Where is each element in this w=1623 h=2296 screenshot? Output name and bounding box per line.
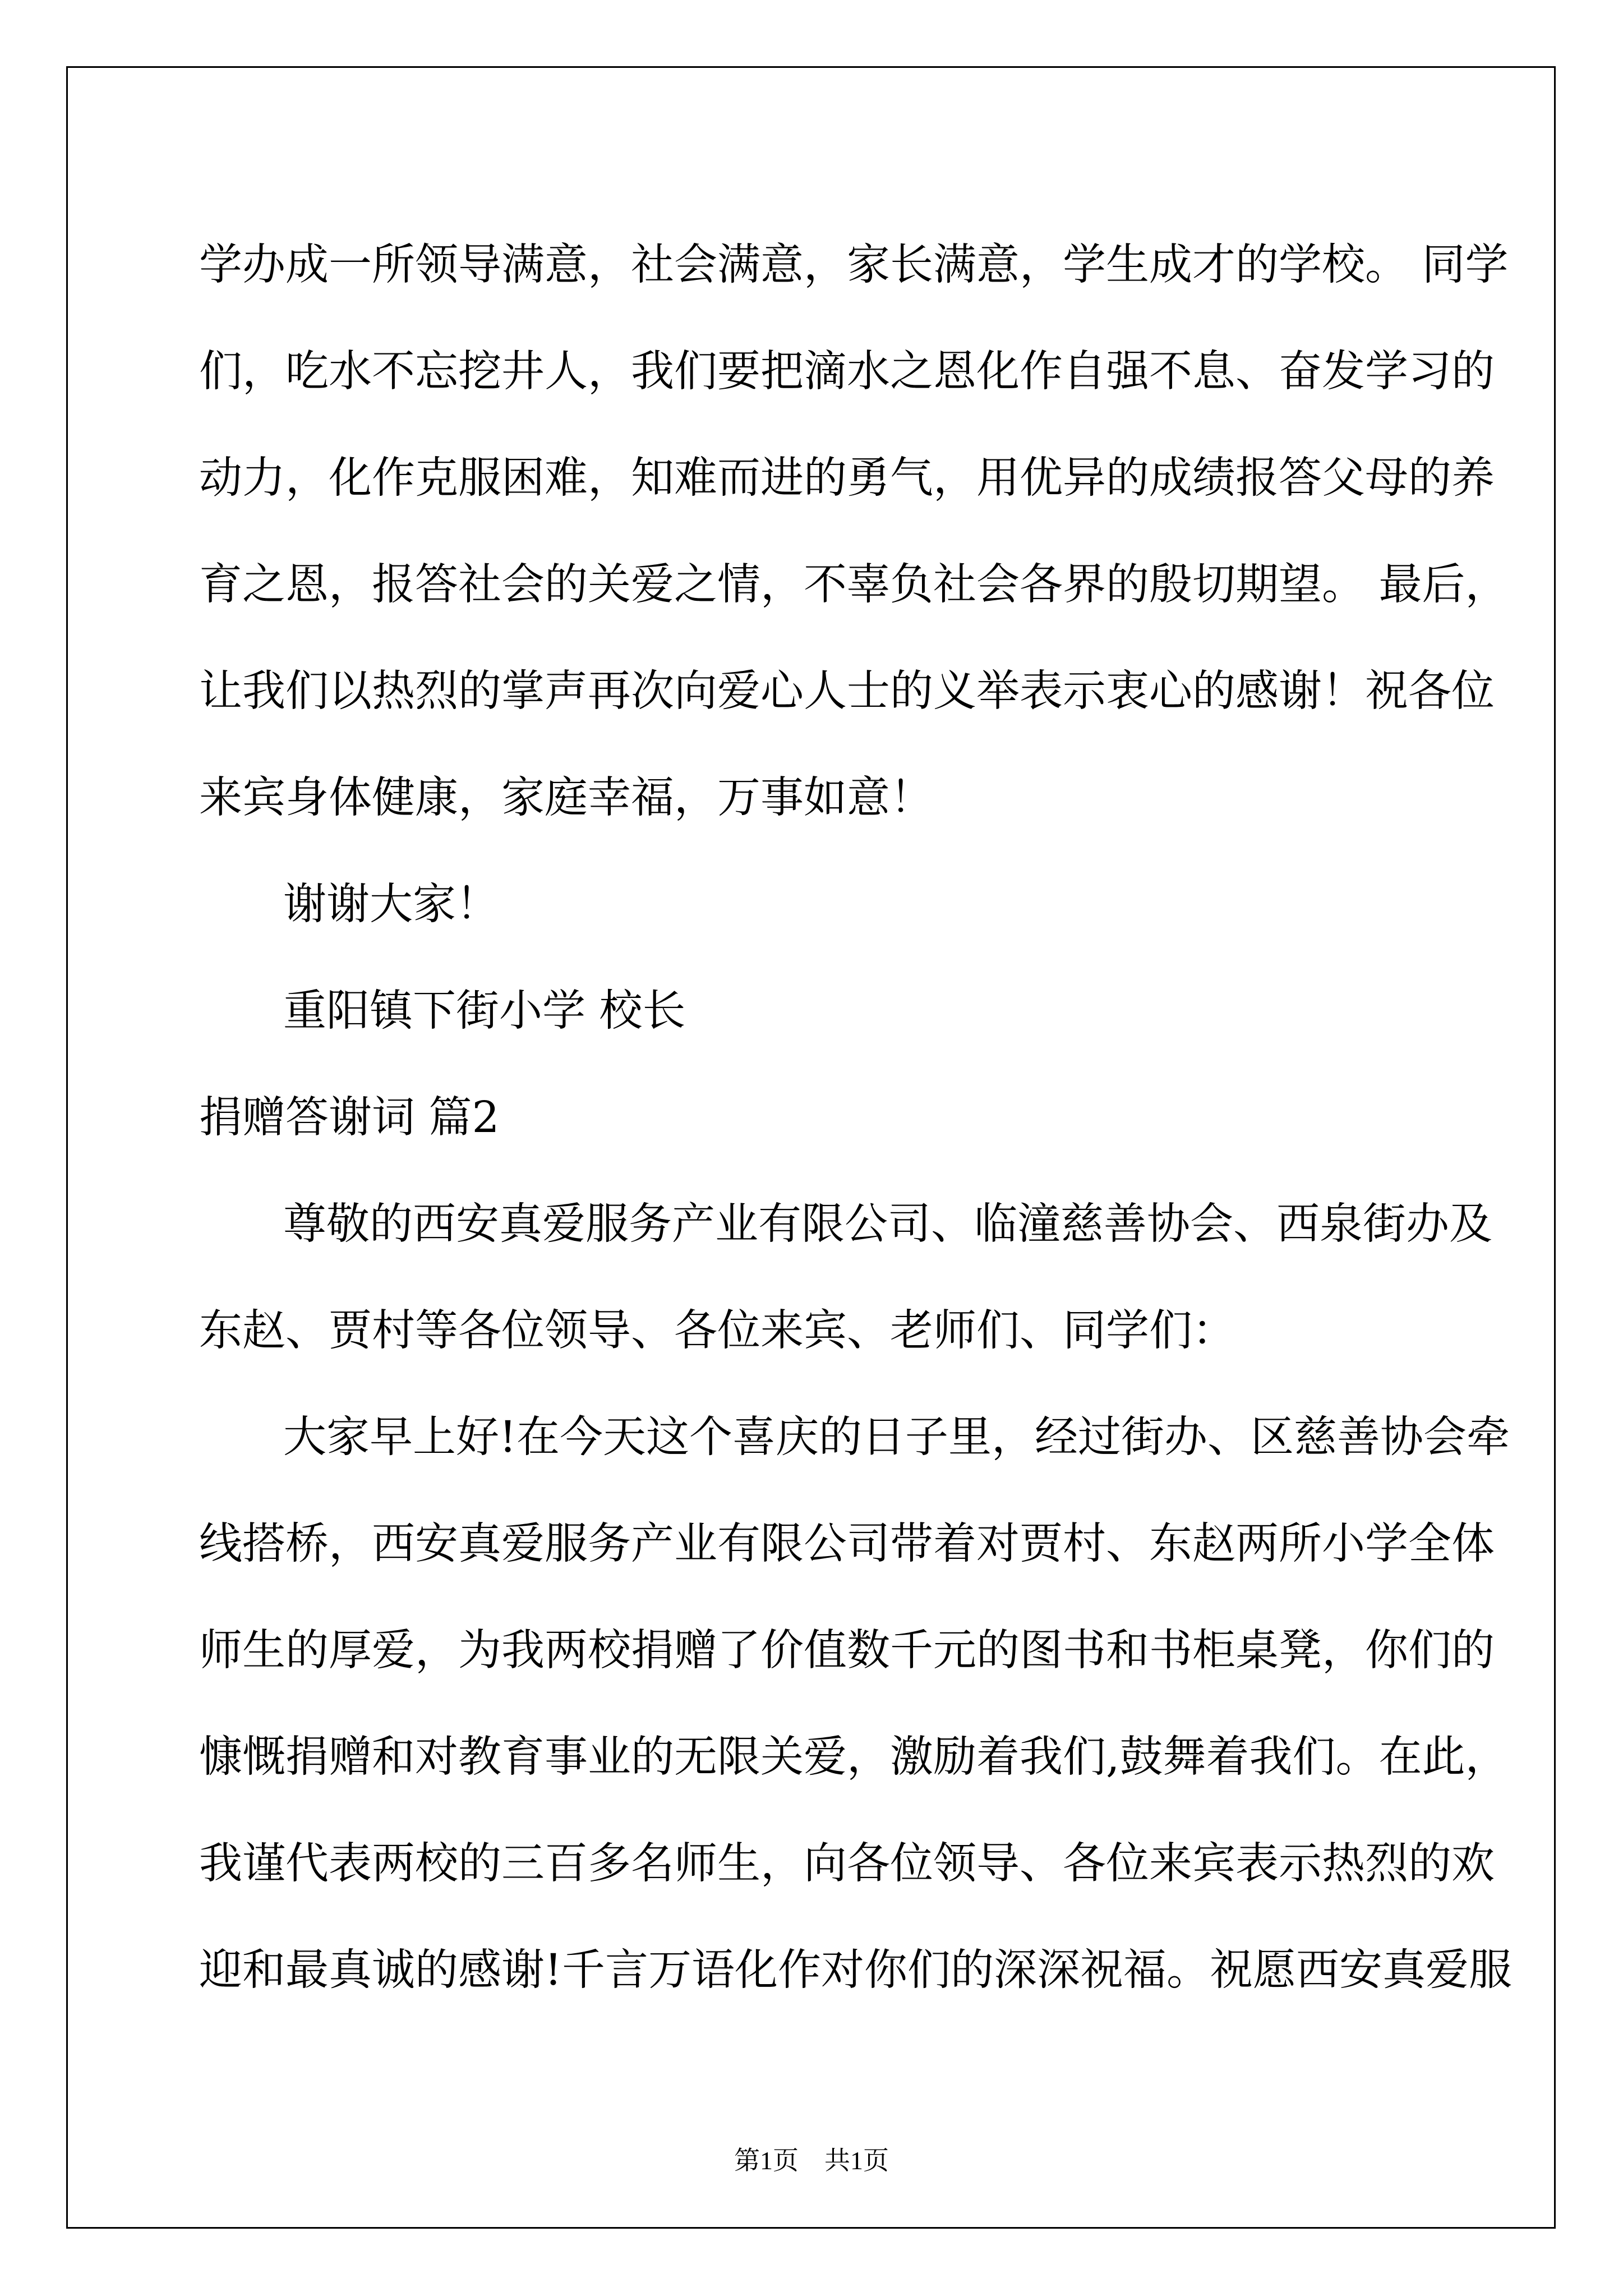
paragraph-line: 动力，化作克服困难，知难而进的勇气，用优异的成绩报答父母的养 [199,453,1495,503]
paragraph-line: 迎和最真诚的感谢!千言万语化作对你们的深深祝福。祝愿西安真爱服 [199,1945,1512,1995]
paragraph-line: 来宾身体健康，家庭幸福，万事如意！ [199,773,933,823]
paragraph-line: 我谨代表两校的三百多名师生，向各位领导、各位来宾表示热烈的欢 [199,1839,1495,1889]
paragraph-line: 线搭桥，西安真爱服务产业有限公司带着对贾村、东赵两所小学全体 [199,1519,1495,1569]
thanks-line: 谢谢大家！ [283,880,499,930]
paragraph-line: 慷慨捐赠和对教育事业的无限关爱，激励着我们,鼓舞着我们。在此， [199,1732,1509,1782]
salutation-line: 东赵、贾村等各位领导、各位来宾、老师们、同学们： [199,1306,1235,1356]
signature-line: 重阳镇下街小学 校长 [283,986,686,1036]
page-number-total: 共1页 [824,2146,889,2175]
page-footer [0,2140,1623,2177]
salutation-line: 尊敬的西安真爱服务产业有限公司、临潼慈善协会、西泉街办及 [283,1199,1492,1249]
paragraph-line: 大家早上好!在今天这个喜庆的日子里，经过街办、区慈善协会牵 [283,1412,1510,1462]
paragraph-line: 育之恩，报答社会的关爱之情，不辜负社会各界的殷切期望。 最后， [199,560,1509,610]
paragraph-line: 让我们以热烈的掌声再次向爱心人士的义举表示衷心的感谢！祝各位 [199,666,1495,716]
paragraph-line: 学办成一所领导满意，社会满意，家长满意，学生成才的学校。 同学 [199,240,1509,290]
paragraph-line: 们，吃水不忘挖井人，我们要把滴水之恩化作自强不息、奋发学习的 [199,347,1495,397]
page-number-current: 第1页 [734,2146,799,2175]
section-heading: 捐赠答谢词 篇2 [199,1093,500,1143]
paragraph-line: 师生的厚爱，为我两校捐赠了价值数千元的图书和书柜桌凳，你们的 [199,1626,1495,1676]
document-body [199,212,1512,2024]
